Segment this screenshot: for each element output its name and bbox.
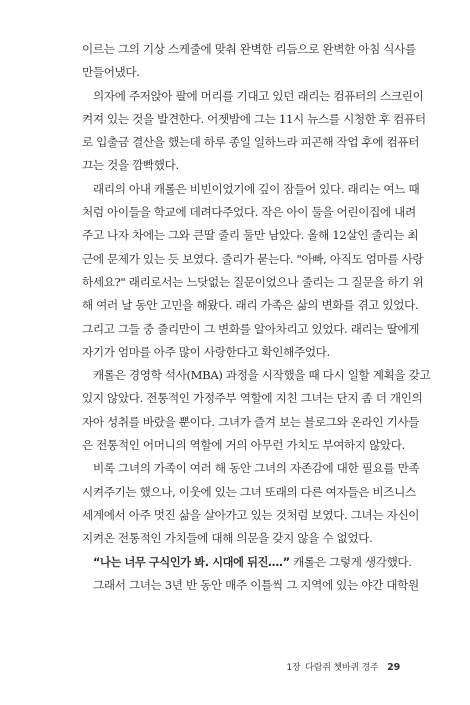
text-line: 래리의 아내 캐롤은 비빈이었기에 깊이 잠들어 있다. 래리는 여느 때 — [93, 181, 420, 196]
text-line: 그래서 그녀는 3년 반 동안 매주 이틀씩 그 지역에 있는 야간 대학원 — [93, 577, 419, 592]
chapter-title: 다람쥐 쳇바퀴 경주 — [305, 663, 379, 673]
page-number: 29 — [387, 662, 400, 673]
text-line: 세계에서 아주 멋진 삶을 살아가고 있는 것처럼 보였다. 그녀는 자신이 — [82, 507, 420, 522]
text-line: 비록 그녀의 가족이 여러 해 동안 그녀의 자존감에 대한 필요를 만족 — [93, 461, 420, 476]
text-line: 근에 문제가 있는 듯 보였다. 줄리가 묻는다. "아빠, 아직도 엄마를 사랑 — [82, 251, 424, 266]
text-line: 처럼 아이들을 학교에 데려다주었다. 작은 아이 둘을 어린이집에 내려 — [82, 205, 416, 220]
quote-text: “나는 너무 구식인가 봐. 시대에 뒤진….” — [93, 555, 290, 569]
text-line: 이르는 그의 기상 스케줄에 맞춰 완벽한 리듬으로 완벽한 아침 식사를 — [82, 42, 416, 56]
text-line: 지켜온 전통적인 가치들에 대해 의문을 갖지 않을 수 없었다. — [82, 531, 373, 546]
text-line: 로 입출금 결산을 했는데 하루 종일 일하느라 피곤해 작업 후에 컴퓨터 — [82, 135, 420, 150]
text-line: 그리고 그들 중 줄리만이 그 변화를 알아차리고 있었다. 래리는 딸에게 — [82, 321, 420, 336]
text-line: 시켜주기는 했으나, 이웃에 있는 그녀 또래의 다른 여자들은 비즈니스 — [82, 484, 416, 499]
text-line: 자아 성취를 바랐을 뿐이다. 그녀가 즐겨 보는 블로그와 온라인 기사들 — [82, 414, 420, 429]
quote-line — [82, 551, 412, 574]
text-line: 끄는 것을 깜빡했다. — [82, 158, 179, 173]
text-line: 자기가 엄마를 아주 많이 사랑한다고 확인해주었다. — [82, 344, 330, 359]
text-line: 의자에 주저앉아 팔에 머리를 기대고 있던 래리는 컴퓨터의 스크린이 — [93, 88, 424, 103]
text-line: 해 여러 날 동안 고민을 해왔다. 래리 가족은 삶의 변화를 겪고 있었다. — [82, 298, 419, 313]
text-line: 하세요?" 래리로서는 느닷없는 질문이었으나 줄리는 그 질문을 하기 위 — [82, 274, 424, 289]
text-line: 만들어냈다. — [82, 65, 140, 80]
text-line: 켜져 있는 것을 발견한다. 어젯밤에 그는 11시 뉴스를 시청한 후 컴퓨터 — [82, 111, 426, 126]
text-line: 캐롤은 경영학 석사(MBA) 과정을 시작했을 때 다시 일할 계획을 갖고 — [93, 368, 431, 383]
page-footer — [287, 660, 400, 673]
chapter-label: 1장 — [286, 663, 301, 673]
body-text — [82, 38, 431, 597]
text-line: 있지 않았다. 전통적인 가정주부 역할에 지친 그녀는 단지 좀 더 개인의 — [82, 391, 423, 406]
text-line: 은 전통적인 어머니의 역할에 거의 아무런 가치도 부여하지 않았다. — [82, 438, 405, 453]
quote-attribution: 캐롤은 그렇게 생각했다. — [289, 554, 412, 569]
text-line: 주고 나자 차에는 그와 큰딸 줄리 둘만 남았다. 올해 12살인 줄리는 최 — [82, 228, 419, 243]
